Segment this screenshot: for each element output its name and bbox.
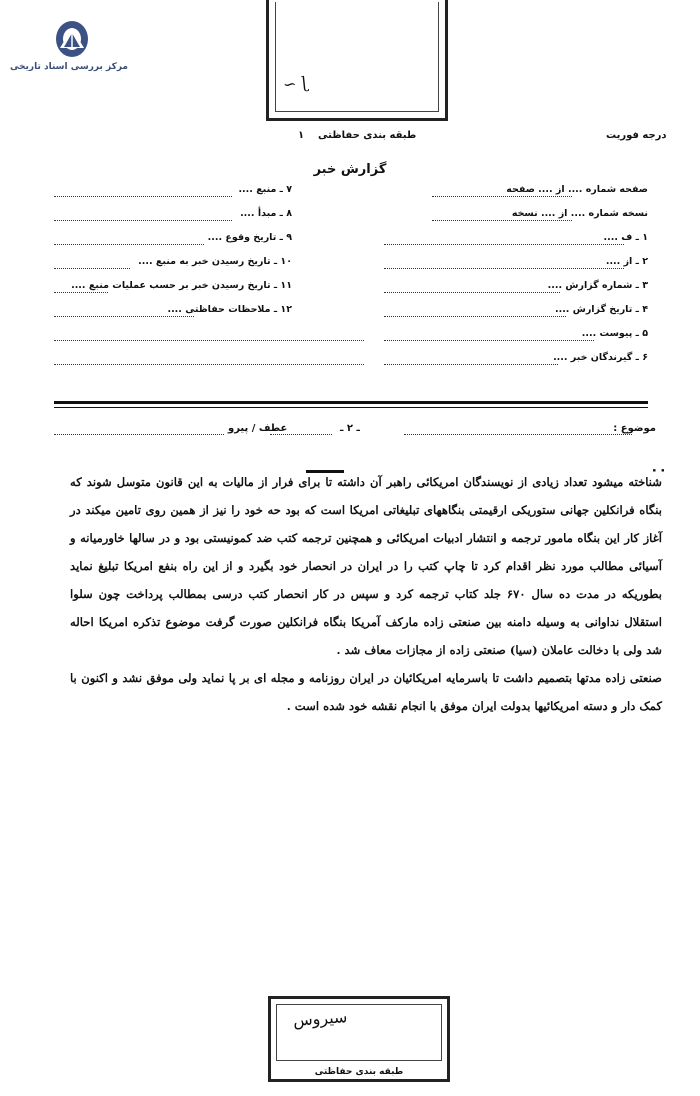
dotted-line [270, 434, 332, 435]
classification-label: طبقه بندی حفاظتی [318, 130, 417, 141]
dotted-line [384, 292, 560, 293]
field-news-arrival-date: ۱۰ ـ تاریخ رسیدن خبر به منبع .... [138, 256, 292, 267]
bottom-stamp-caption: طبقه بندی حفاظتی [314, 1067, 404, 1077]
report-title: گزارش خبر [313, 162, 387, 177]
field-origin: ۸ ـ مبدأ .... [240, 208, 292, 219]
subject-label: موضوع : [613, 423, 656, 434]
dotted-line [404, 434, 632, 435]
dotted-line [54, 316, 194, 317]
divider-thick [54, 401, 648, 404]
field-operation-date: ۱۱ ـ تاریخ رسیدن خبر بر حسب عملیات منبع .... [71, 280, 292, 291]
field-page-number: صفحه شماره .... از .... صفحه [506, 184, 648, 195]
field-item-2: ۲ ـ از .... [605, 256, 648, 267]
field-recipients: ۶ ـ گیرندگان خبر .... [553, 352, 648, 363]
dotted-line [384, 364, 558, 365]
field-attachment: ۵ ـ پیوست .... [581, 328, 648, 339]
dotted-line [54, 244, 204, 245]
top-stamp-inner-frame [275, 2, 439, 112]
body-paragraph: صنعتی زاده مدتها بتصمیم داشت تا باسرمایه امریکائیان در ایران روزنامه و مجله ای بر پا نماید ولی موفق نشد و اکنون با کمک دار و دسته امریکائیها بدولت ایران موفق با انجام نقشه خود شده است . [70, 671, 662, 713]
divider-thin [54, 407, 648, 408]
attachment-label: عطف / پیرو [228, 423, 288, 434]
archive-logo [9, 18, 128, 78]
dotted-line [384, 244, 624, 245]
dotted-line [54, 364, 364, 365]
dotted-line [384, 268, 624, 269]
dotted-line [384, 340, 594, 341]
dotted-line [432, 220, 572, 221]
field-item-1: ۱ ـ ف .... [603, 232, 648, 243]
field-source: ۷ ـ منبع .... [238, 184, 292, 195]
dotted-line [54, 340, 364, 341]
dotted-line [54, 196, 232, 197]
report-body [70, 468, 662, 720]
bullet-mark: ۰۰ [650, 462, 668, 478]
signature: سیروس [292, 1007, 348, 1030]
dotted-line [384, 316, 566, 317]
page-marker: ـ ۲ ـ [340, 423, 360, 434]
logo-caption: مرکز بررسی اسناد تاریخی [9, 62, 128, 72]
top-stamp-handwriting: ∽ ɭ [282, 72, 309, 95]
dotted-line [54, 268, 130, 269]
field-report-number: ۳ ـ شماره گزارش .... [547, 280, 648, 291]
classification-mark: ۱ [298, 130, 305, 141]
field-occurrence-date: ۹ ـ تاریخ وقوع .... [207, 232, 292, 243]
archive-emblem-icon [54, 18, 90, 60]
field-report-date: ۴ ـ تاریخ گزارش .... [554, 304, 648, 315]
priority-label: درجه فوریت [606, 130, 667, 141]
dotted-line [54, 434, 224, 435]
field-copy-number: نسخه شماره .... از .... نسخه [511, 208, 648, 219]
top-stamp [266, 0, 448, 121]
dotted-line [54, 220, 232, 221]
dotted-line [432, 196, 572, 197]
dotted-line [54, 292, 108, 293]
bottom-stamp [268, 996, 450, 1082]
body-paragraph: شناخته میشود تعداد زیادی از نویسندگان امریکائی راهبر آن داشته تا برای فرار از مالیات به این قانون متوسل شوند که بنگاه فرانکلین جهانی ستوریکی ارقیمتی بنگاههای تبلیغاتی امریکا است که بود حه خود را نیز از همین روی تامین میکند در آغاز کار این بنگاه مامور ترجمه و انتشار ادبیات امریکائی و همچنین ترجمه کتب ضد کمونیستی بود و در سالها خاورمیانه و آسیائی مطالب مورد نظر اقدام کرد تا چاپ کتب را در ایران در انحصار خود بگیرد و از این راه بنفع امریکا تبلیغ نماید بطوریکه در مدت ده سال ۶۷۰ جلد کتاب ترجمه کرد و سپس در کار انحصار کتب درسی بمطالب پرداخت چون سلوا استقلال نداوانی به وسیله دامنه بین صنعتی زاده مارکف آمریکا بنگاه فرانکلین صورت گرفت موضوع تذکره امریکا احاله شد ولی با دخالت عاملان (سیا) صنعتی زاده از مجازات معاف شد . [70, 475, 663, 657]
field-security-notes: ۱۲ ـ ملاحظات حفاظتی .... [167, 304, 292, 315]
